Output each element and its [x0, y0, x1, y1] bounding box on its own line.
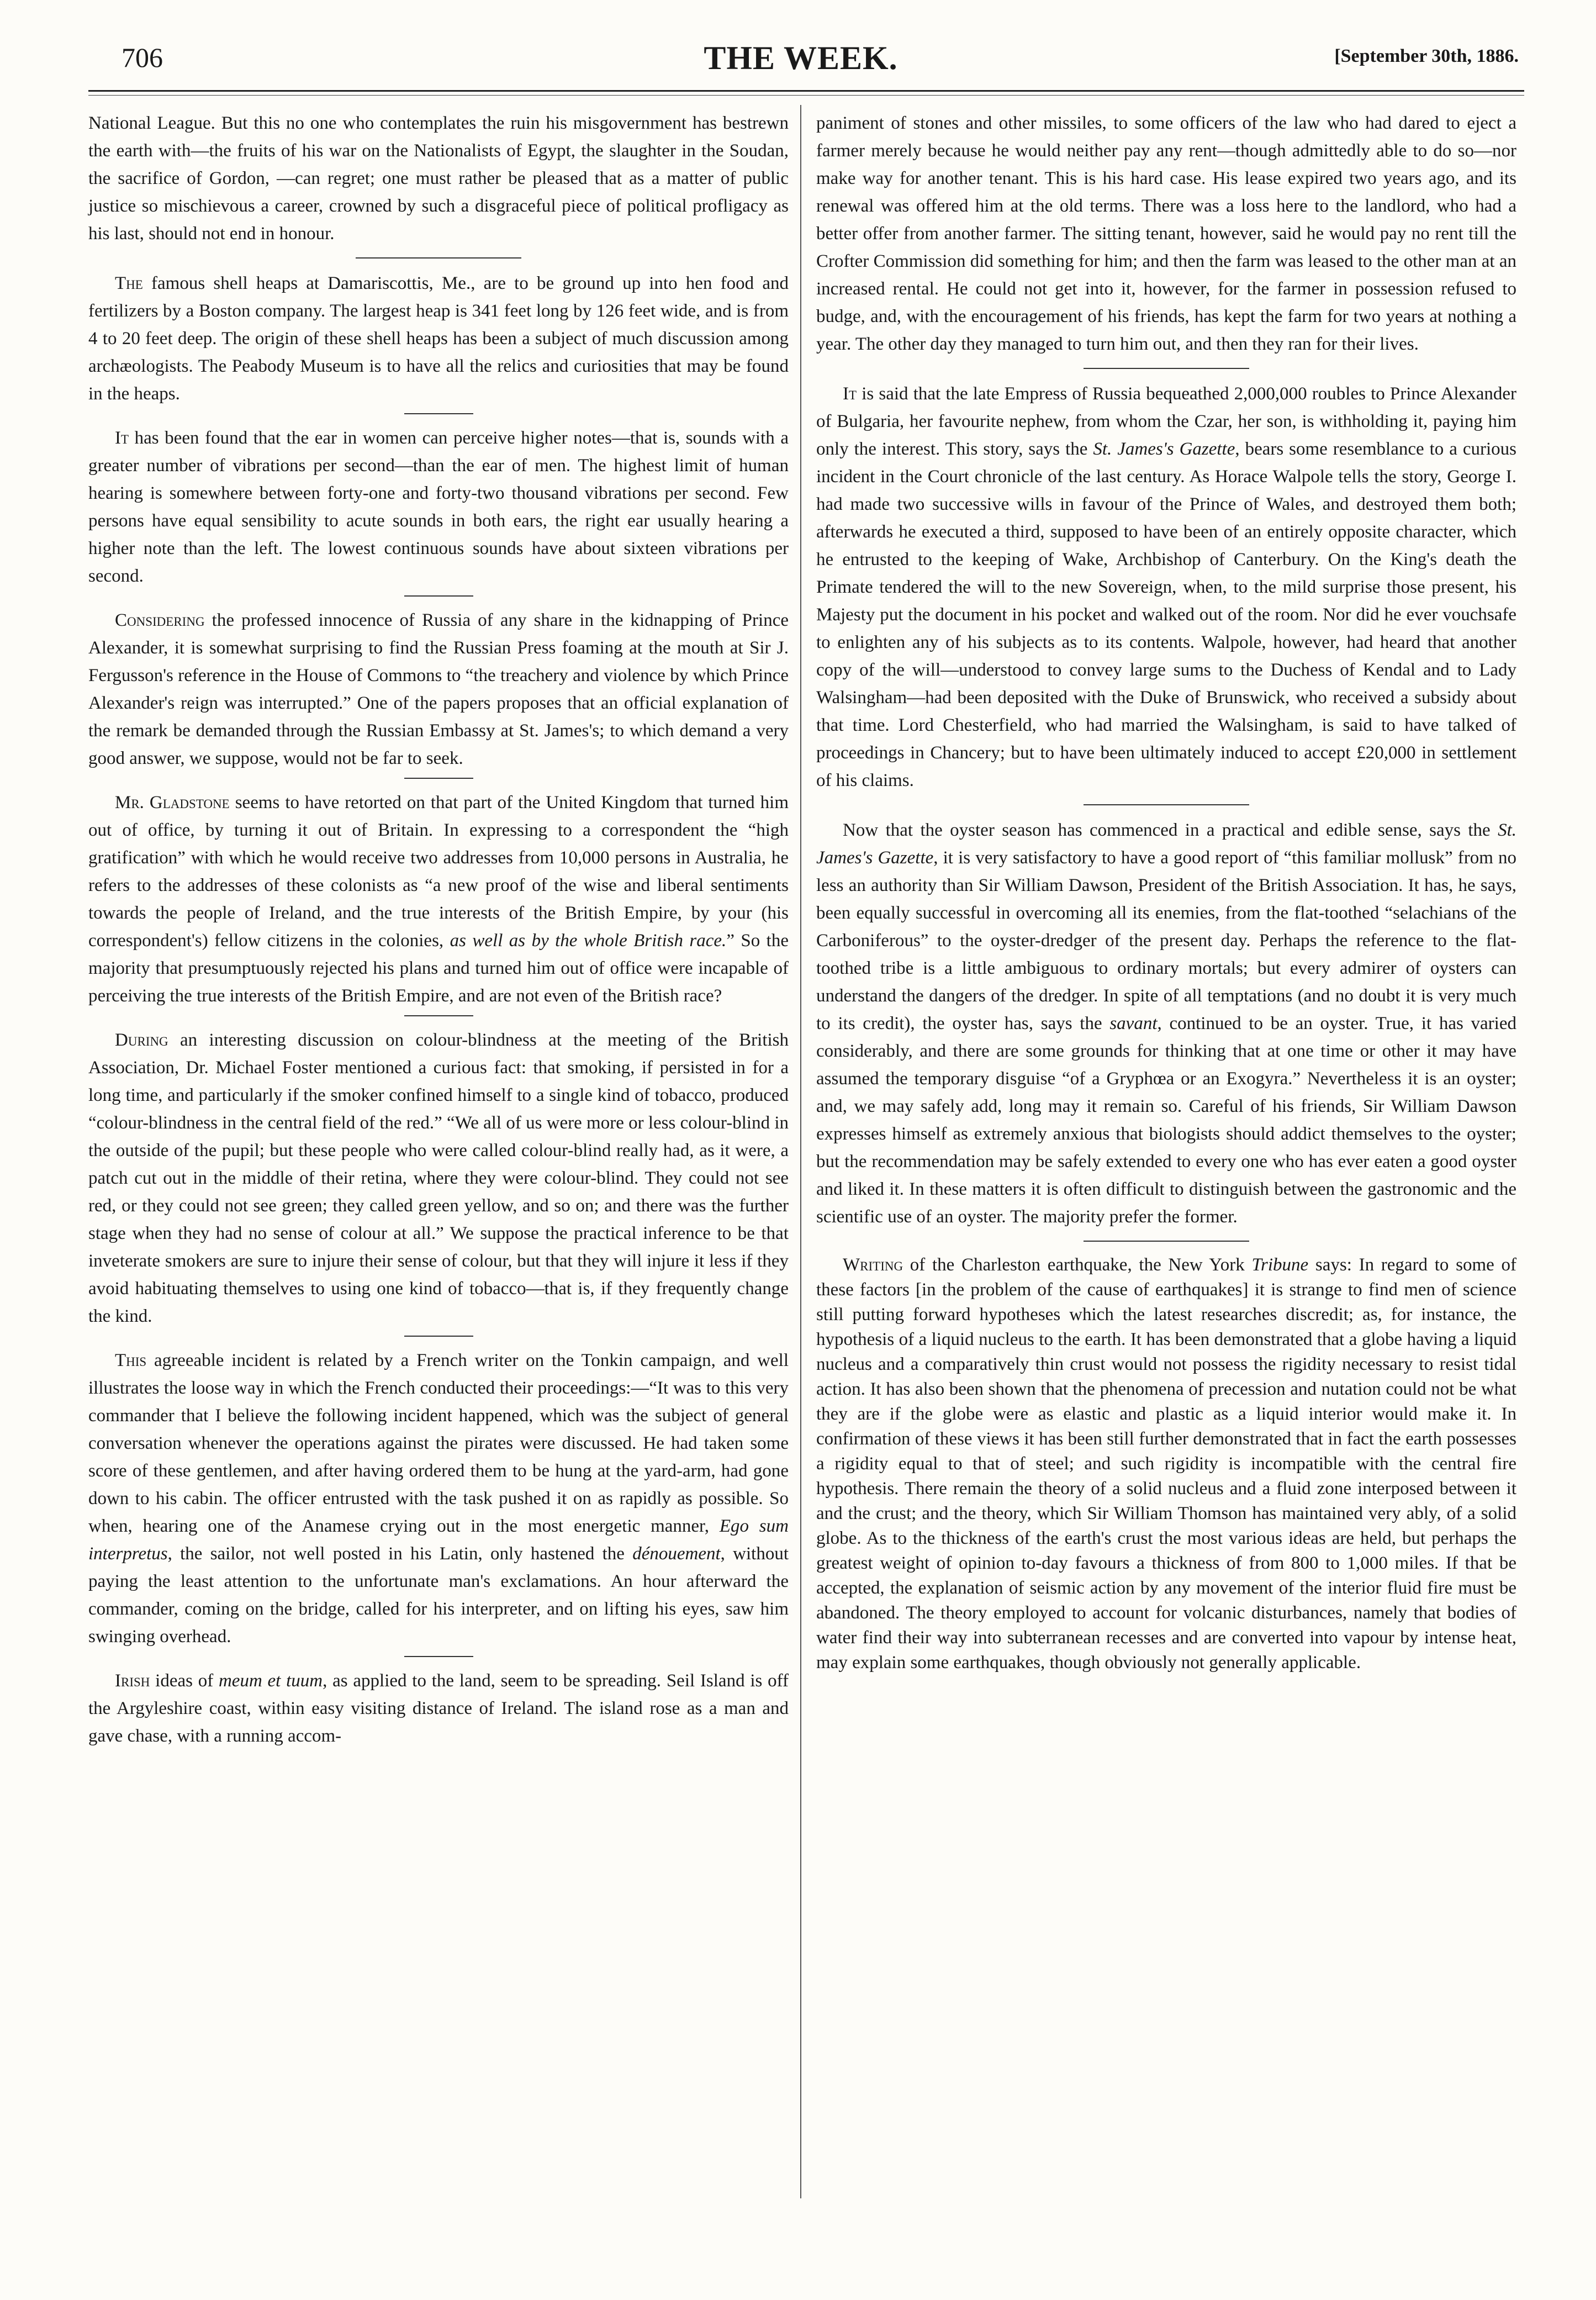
page-number: 706 — [121, 42, 163, 73]
section-separator — [404, 1336, 473, 1337]
section-separator — [404, 413, 473, 414]
section-separator — [404, 1656, 473, 1657]
section-separator — [404, 778, 473, 779]
left-column — [88, 109, 789, 1750]
section-separator — [1084, 1241, 1249, 1242]
article-paragraph: Mr. Gladstone seems to have retorted on that part of the United Kingdom that turned him out of office, by turning it out of Britain. In expressing to a correspondent the “high gratification” with which he would receive two addresses from 10,000 persons in Australia, he refers to the addresses of these colonists as “a new proof of the wise and liberal sentiments towards the people of Ireland, and the true interests of the British Empire, by your (his correspondent's) fellow citizens in the colonies, as well as by the whole British race.” So the majority that presumptuously rejected his plans and turned him out of office were incapable of perceiving the true interests of the British Empire, and are not even of the British race? — [88, 793, 789, 1006]
article-paragraph: The famous shell heaps at Damariscottis, Me., are to be ground up into hen food and fertilizers by a Boston company. The largest heap is 341 feet long by 126 feet wide, and is from 4 to 20 feet deep. The origin of these shell heaps has been a subject of much discussion among archæologists. The Peabody Museum is to have all the relics and curiosities that may be found in the heaps. — [88, 273, 789, 404]
section-separator — [404, 1015, 473, 1016]
article-paragraph: During an interesting discussion on colour-blindness at the meeting of the British Association, Dr. Michael Foster mentioned a curious fact: that smoking, if persisted in for a long time, and particularly if the smoker confined himself to a single kind of tobacco, produced “colour-blindness in the central field of the red.” “We all of us were more or less colour-blind in the outside of the pupil; but these people who were called colour-blind really had, as it were, a patch cut out in the middle of their retina, where they were colour-blind. They could not see red, or they could not see green; they called green yellow, and so on; and there was the further stage when they had no sense of colour at all.” We suppose the practical inference to be that inveterate smokers are sure to injure their sense of colour, but that they will injure it less if they avoid habituating themselves to using one kind of tobacco—that is, if they frequently change the kind. — [88, 1030, 789, 1326]
article-paragraph: Considering the professed innocence of Russia of any share in the kidnapping of Prince Alexander, it is somewhat surprising to find the Russian Press foaming at the mouth at Sir J. Fergusson's reference in the House of Commons to “the treachery and violence by which Prince Alexander's reign was interrupted.” One of the papers proposes that an official explanation of the remark be demanded through the Russian Embassy at St. James's; to which demand a very good answer, we suppose, would not be far to seek. — [88, 610, 789, 768]
publication-title: THE WEEK. — [704, 40, 898, 76]
article-paragraph: paniment of stones and other missiles, to some officers of the law who had dared to eject a farmer merely because he would neither pay any rent—though admittedly able to do so—nor make way for another tenant. This is his hard case. His lease expired two years ago, and its renewal was offered him at the old terms. There was a loss here to the landlord, who had a better offer from another farmer. The sitting tenant, however, said he would pay no rent till the Crofter Commission did something for him; and then the farm was leased to the other man at an increased rental. He could not get into it, however, for the farmer in possession refused to budge, and, with the encouragement of his friends, has kept the farm for two years at nothing a year. The other day they managed to turn him out, and then they ran for their lives. — [816, 113, 1516, 354]
article-paragraph: This agreeable incident is related by a French writer on the Tonkin campaign, and well illustrates the loose way in which the French conducted their proceedings:—“It was to this very commander that I believe the following incident happened, which was the subject of general conversation whenever the operations against the pirates were discussed. He had taken some score of these gentlemen, and after having ordered them to be hung at the yard-arm, had gone down to his cabin. The officer entrusted with the task pushed it on as rapidly as possible. So when, hearing one of the Anamese crying out in the most energetic manner, Ego sum interpretus, the sailor, not well posted in his Latin, only hastened the dénouement, without paying the least attention to the unfortunate man's exclamations. An hour afterward the commander, coming on the bridge, called for his interpreter, and on lifting his eyes, saw him swinging overhead. — [88, 1351, 789, 1647]
header-rule — [88, 90, 1524, 92]
column-divider — [800, 105, 801, 2198]
article-paragraph: Irish ideas of meum et tuum, as applied to the land, seem to be spreading. Seil Island is off the Argyleshire coast, within easy visiting distance of Ireland. The island rose as a man and gave chase, with a running accom- — [88, 1671, 789, 1746]
header-rule-thin — [88, 95, 1524, 96]
article-paragraph: It has been found that the ear in women can perceive higher notes—that is, sounds with a greater number of vibrations per second—than the ear of men. The highest limit of human hearing is somewhere between forty-one and forty-two thousand vibrations per second. Few persons have equal sensibility to acute sounds in both ears, the right ear usually hearing a higher note than the left. The lowest continuous sounds have about sixteen vibrations per second. — [88, 428, 789, 586]
section-separator — [356, 257, 521, 259]
section-separator — [1084, 368, 1249, 369]
issue-date: [September 30th, 1886. — [1334, 46, 1519, 66]
right-column — [816, 109, 1516, 1675]
article-paragraph: National League. But this no one who contemplates the ruin his misgovernment has bestrewn the earth with—the fruits of his war on the Nationalists of Egypt, the slaughter in the Soudan, the sacrifice of Gordon, —can regret; one must rather be pleased that as a matter of public justice so mischievous a career, crowned by such a disgraceful piece of political profligacy as his last, should not end in honour. — [88, 113, 789, 244]
article-paragraph: Writing of the Charleston earthquake, the New York Tribune says: In regard to some of these factors [in the problem of the cause of earthquakes] it is strange to find men of science still putting forward hypotheses which the latest researches discredit; as, for instance, the hypothesis of a liquid nucleus to the earth. It has been demonstrated that a globe having a liquid nucleus and a comparatively thin crust would not possess the rigidity necessary to resist tidal action. It has also been shown that the phenomena of precession and nutation could not be what they are if the globe were as elastic and plastic as a liquid interior would make it. In confirmation of these views it has been still further demonstrated that in fact the earth possesses a rigidity equal to that of steel; and such rigidity is incompatible with the central fire hypothesis. There remain the theory of a solid nucleus and a fluid zone interposed between it and the crust; and the theory, which Sir William Thomson has maintained very ably, of a solid globe. As to the thickness of the earth's crust the most various ideas are held, but perhaps the greatest weight of opinion to-day favours a thickness of from 800 to 1,000 miles. If that be accepted, the explanation of seismic action by any movement of the interior fluid fire must be abandoned. The theory employed to account for volcanic disturbances, namely that bodies of water find their way into subterranean recesses and are converted into vapour by intense heat, may explain some earthquakes, though obviously not generally applicable. — [816, 1255, 1516, 1673]
article-paragraph: It is said that the late Empress of Russia bequeathed 2,000,000 roubles to Prince Alexander of Bulgaria, her favourite nephew, from whom the Czar, her son, is withholding it, paying him only the interest. This story, says the St. James's Gazette, bears some resemblance to a curious incident in the Court chronicle of the last century. As Horace Walpole tells the story, George I. had made two successive wills in favour of the Prince of Wales, and destroyed them both; afterwards he executed a third, supposed to have been of an entirely opposite character, which he entrusted to the keeping of Wake, Archbishop of Canterbury. On the King's death the Primate tendered the will to the new Sovereign, when, to the mild surprise those present, his Majesty put the document in his pocket and walked out of the room. Nor did he ever vouchsafe to enlighten any of his subjects as to its contents. Walpole, however, had heard that another copy of the will—understood to convey large sums to the Duchess of Kendal and to Lady Walsingham—had been deposited with the Duke of Brunswick, who received a subsidy about that time. Lord Chesterfield, who had married the Walsingham, is said to have talked of proceedings in Chancery; but to have been ultimately induced to accept £20,000 in settlement of his claims. — [816, 384, 1516, 790]
section-separator — [1084, 804, 1249, 805]
page-header — [83, 41, 1519, 80]
section-separator — [404, 595, 473, 597]
article-paragraph: Now that the oyster season has commenced in a practical and edible sense, says the St. James's Gazette, it is very satisfactory to have a good report of “this familiar mollusk” from no less an authority than Sir William Dawson, President of the British Association. It has, he says, been equally successful in overcoming all its enemies, from the flat-toothed “selachians of the Carboniferous” to the oyster-dredger of the present day. Perhaps the reference to the flat-toothed tribe is a little ambiguous to ordinary mortals; but every admirer of oysters can understand the dangers of the dredger. In spite of all temptations (and no doubt it is very much to its credit), the oyster has, says the savant, continued to be an oyster. True, it has varied considerably, and there are some grounds for thinking that at one time or other it may have assumed the temporary disguise “of a Gryphœa or an Exogyra.” Nevertheless it is an oyster; and, we may safely add, long may it remain so. Careful of his friends, Sir William Dawson expresses himself as extremely anxious that biologists should addict themselves to the oyster; but the recommendation may be safely extended to every one who has ever eaten a good oyster and liked it. In these matters it is often difficult to distinguish between the gastronomic and the scientific use of an oyster. The majority prefer the former. — [816, 820, 1516, 1227]
